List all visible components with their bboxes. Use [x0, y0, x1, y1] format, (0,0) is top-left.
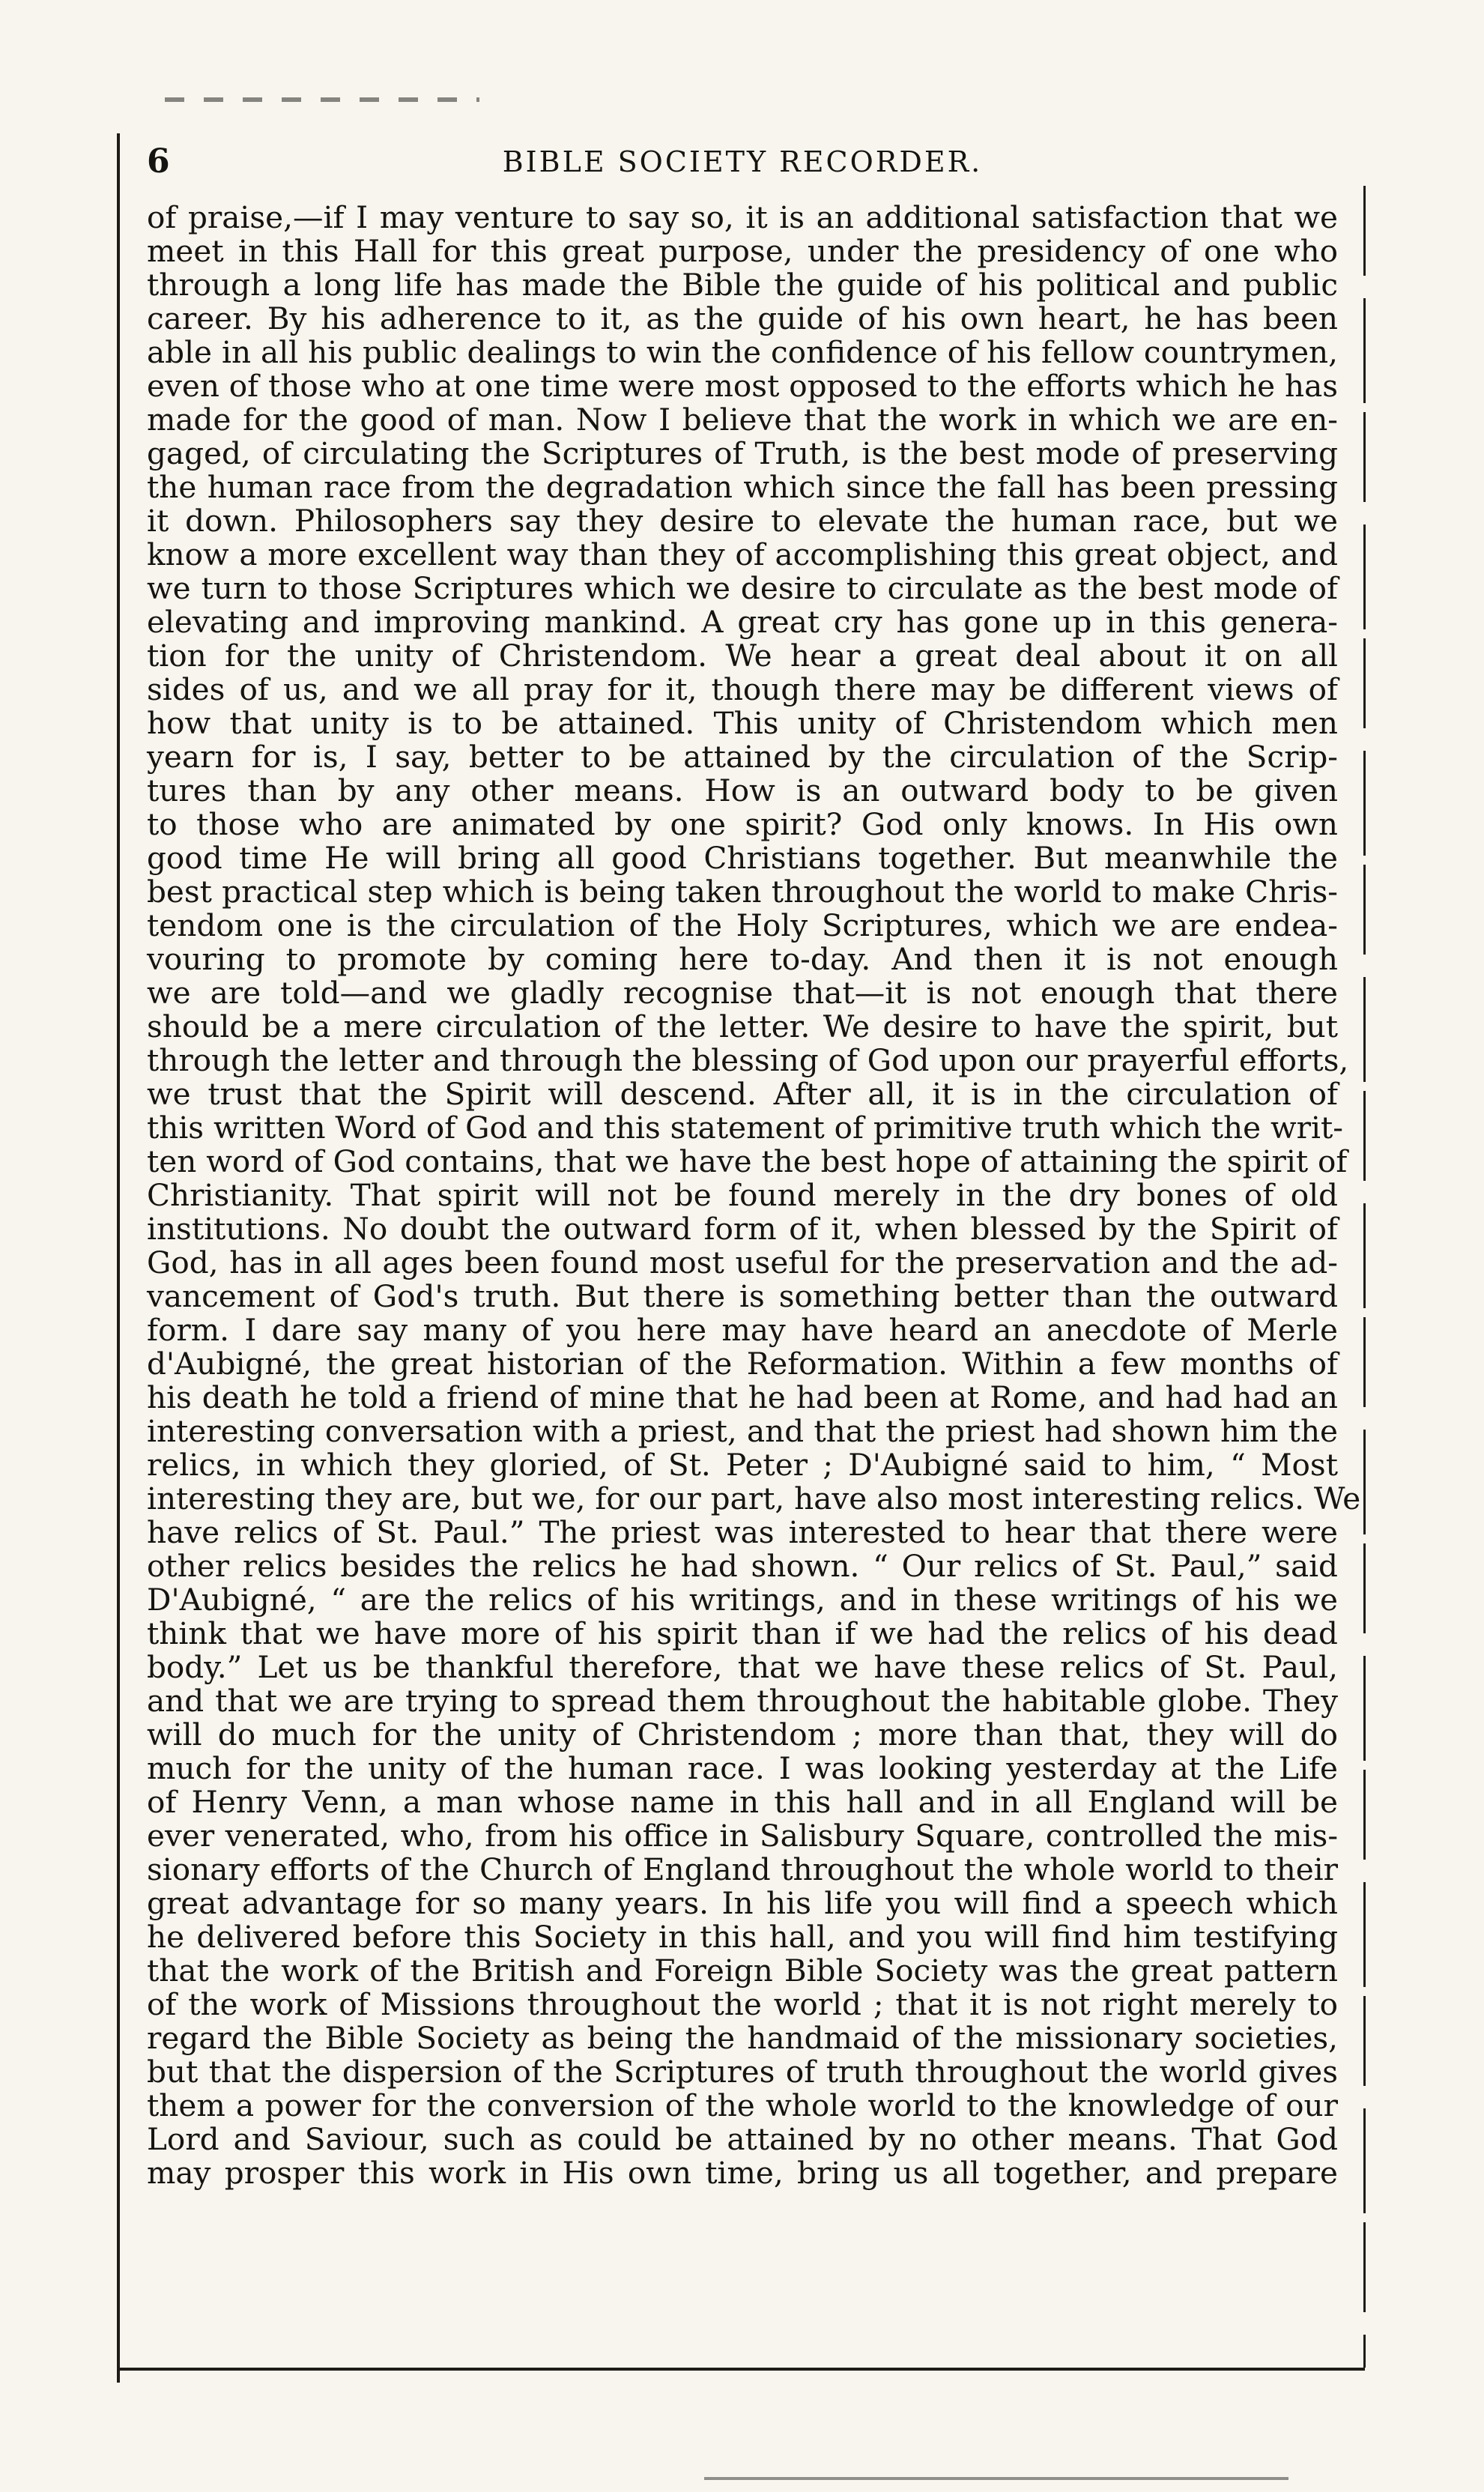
- text-line: it down. Philosophers say they desire to elevate the human race, but we: [147, 503, 1338, 539]
- text-line: relics, in which they gloried, of St. Peter ; D'Aubigné said to him, “ Most: [147, 1447, 1338, 1483]
- text-line: but that the dispersion of the Scriptures of truth throughout the world gives: [147, 2054, 1338, 2090]
- text-line: his death he told a friend of mine that he had been at Rome, and had had an: [147, 1379, 1338, 1415]
- text-line: body.” Let us be thankful therefore, that we have these relics of St. Paul,: [147, 1649, 1338, 1685]
- text-line: vancement of God's truth. But there is something better than the outward: [147, 1278, 1338, 1314]
- text-line: interesting they are, but we, for our part, have also most interesting relics. We: [147, 1481, 1361, 1516]
- text-line: sionary efforts of the Church of England throughout the whole world to their: [147, 1851, 1338, 1887]
- text-line: know a more excellent way than they of accomplishing this great object, and: [147, 536, 1338, 572]
- text-line: institutions. No doubt the outward form of it, when blessed by the Spirit of: [147, 1211, 1338, 1247]
- text-line: able in all his public dealings to win the confidence of his fellow countrymen,: [147, 334, 1338, 370]
- text-line: tion for the unity of Christendom. We hear a great deal about it on all: [147, 638, 1338, 674]
- text-line: other relics besides the relics he had shown. “ Our relics of St. Paul,” said: [147, 1548, 1338, 1584]
- text-line: made for the good of man. Now I believe that the work in which we are en-: [147, 402, 1338, 438]
- text-line: and that we are trying to spread them throughout the habitable globe. They: [147, 1683, 1338, 1719]
- text-line: we are told—and we gladly recognise that—it is not enough that there: [147, 975, 1338, 1011]
- text-line: regard the Bible Society as being the handmaid of the missionary societies,: [147, 2020, 1338, 2056]
- text-line: God, has in all ages been found most useful for the preservation and the ad-: [147, 1245, 1338, 1280]
- text-line: D'Aubigné, “ are the relics of his writings, and in these writings of his we: [147, 1582, 1338, 1618]
- text-line: ever venerated, who, from his office in Salisbury Square, controlled the mis-: [147, 1818, 1338, 1854]
- text-line: good time He will bring all good Christians together. But meanwhile the: [147, 840, 1338, 876]
- text-line: tendom one is the circulation of the Holy Scriptures, which we are endea-: [147, 907, 1338, 943]
- bottom-rule: [118, 2368, 1365, 2371]
- text-line: great advantage for so many years. In his life you will find a speech which: [147, 1885, 1338, 1921]
- text-line: yearn for is, I say, better to be attained by the circulation of the Scrip-: [147, 739, 1338, 775]
- page-header: [147, 139, 1338, 184]
- article-body: [147, 199, 1361, 2191]
- text-line: may prosper this work in His own time, bring us all together, and prepare: [147, 2155, 1338, 2191]
- top-print-smudge: [165, 97, 479, 102]
- text-line: even of those who at one time were most opposed to the efforts which he has: [147, 368, 1338, 404]
- text-line: gaged, of circulating the Scriptures of Truth, is the best mode of preserving: [147, 435, 1338, 471]
- text-line: he delivered before this Society in this hall, and you will find him testifying: [147, 1919, 1338, 1955]
- text-line: should be a mere circulation of the letter. We desire to have the spirit, but: [147, 1008, 1338, 1044]
- running-title: BIBLE SOCIETY RECORDER.: [502, 145, 983, 178]
- text-line: vouring to promote by coming here to-day. And then it is not enough: [147, 941, 1338, 977]
- text-line: the human race from the degradation which since the fall has been pressing: [147, 469, 1338, 505]
- text-line: interesting conversation with a priest, and that the priest had shown him the: [147, 1413, 1338, 1449]
- text-line: through the letter and through the blessing of God upon our prayerful efforts,: [147, 1042, 1349, 1078]
- text-line: this written Word of God and this statement of primitive truth which the writ-: [147, 1110, 1343, 1146]
- text-line: ten word of God contains, that we have the best hope of attaining the spirit of: [147, 1143, 1348, 1179]
- text-line: we trust that the Spirit will descend. After all, it is in the circulation of: [147, 1076, 1338, 1112]
- text-line: to those who are animated by one spirit? God only knows. In His own: [147, 806, 1338, 842]
- text-line: best practical step which is being taken throughout the world to make Chris-: [147, 874, 1338, 910]
- text-line: how that unity is to be attained. This unity of Christendom which men: [147, 705, 1338, 741]
- text-line: Christianity. That spirit will not be found merely in the dry bones of old: [147, 1177, 1338, 1213]
- text-line: think that we have more of his spirit than if we had the relics of his dead: [147, 1615, 1338, 1651]
- text-line: career. By his adherence to it, as the guide of his own heart, he has been: [147, 300, 1338, 336]
- bottom-print-smudge: [704, 2477, 1288, 2480]
- text-line: much for the unity of the human race. I was looking yesterday at the Life: [147, 1750, 1338, 1786]
- text-line: form. I dare say many of you here may have heard an anecdote of Merle: [147, 1312, 1338, 1348]
- text-line: d'Aubigné, the great historian of the Reformation. Within a few months of: [147, 1346, 1338, 1382]
- text-line: we turn to those Scriptures which we desire to circulate as the best mode of: [147, 570, 1338, 606]
- text-line: elevating and improving mankind. A great cry has gone up in this genera-: [147, 604, 1338, 640]
- text-line: of praise,—if I may venture to say so, it is an additional satisfaction that we: [147, 199, 1338, 235]
- text-line: meet in this Hall for this great purpose, under the presidency of one who: [147, 233, 1338, 269]
- left-column-rule: [117, 133, 120, 2383]
- text-line: them a power for the conversion of the whole world to the knowledge of our: [147, 2087, 1338, 2123]
- text-line: of Henry Venn, a man whose name in this hall and in all England will be: [147, 1784, 1338, 1820]
- text-line: that the work of the British and Foreign Bible Society was the great pattern: [147, 1953, 1338, 1989]
- text-line: will do much for the unity of Christendom ; more than that, they will do: [147, 1717, 1338, 1752]
- text-line: tures than by any other means. How is an outward body to be given: [147, 772, 1338, 808]
- text-line: through a long life has made the Bible the guide of his political and public: [147, 267, 1338, 303]
- text-line: of the work of Missions throughout the world ; that it is not right merely to: [147, 1986, 1338, 2022]
- text-line: sides of us, and we all pray for it, though there may be different views of: [147, 671, 1338, 707]
- page-number: 6: [147, 142, 170, 181]
- text-line: Lord and Saviour, such as could be attained by no other means. That God: [147, 2121, 1338, 2157]
- right-column-rule: [1363, 186, 1366, 2368]
- text-line: have relics of St. Paul.” The priest was interested to hear that there were: [147, 1514, 1338, 1550]
